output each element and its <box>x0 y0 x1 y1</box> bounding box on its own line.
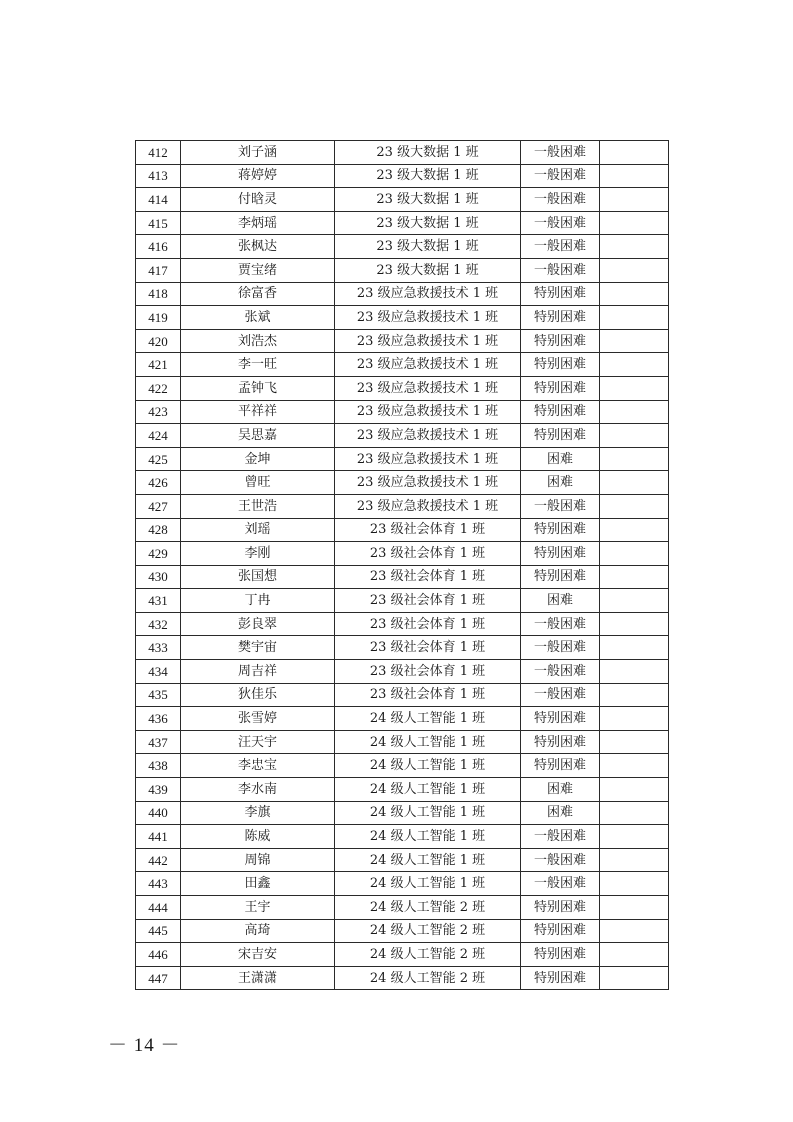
row-number-cell: 414 <box>136 188 181 212</box>
row-number-cell: 447 <box>136 966 181 990</box>
remarks-cell <box>600 164 669 188</box>
difficulty-level-cell: 一般困难 <box>521 683 600 707</box>
table-row <box>136 943 669 967</box>
row-number-cell: 436 <box>136 707 181 731</box>
table-row <box>136 707 669 731</box>
difficulty-level-cell: 特别困难 <box>521 306 600 330</box>
remarks-cell <box>600 778 669 802</box>
student-roster-table <box>135 140 669 990</box>
row-number-cell: 430 <box>136 565 181 589</box>
student-name-cell: 李忠宝 <box>181 754 335 778</box>
class-name-cell: 23 级社会体育 1 班 <box>335 612 521 636</box>
class-name-cell: 23 级应急救援技术 1 班 <box>335 447 521 471</box>
row-number-cell: 435 <box>136 683 181 707</box>
row-number-cell: 426 <box>136 471 181 495</box>
remarks-cell <box>600 825 669 849</box>
student-name-cell: 刘子涵 <box>181 141 335 165</box>
table-row <box>136 329 669 353</box>
row-number-cell: 412 <box>136 141 181 165</box>
table-row <box>136 211 669 235</box>
difficulty-level-cell: 特别困难 <box>521 282 600 306</box>
table-row <box>136 660 669 684</box>
remarks-cell <box>600 730 669 754</box>
row-number-cell: 422 <box>136 376 181 400</box>
class-name-cell: 23 级应急救援技术 1 班 <box>335 282 521 306</box>
difficulty-level-cell: 特别困难 <box>521 943 600 967</box>
class-name-cell: 24 级人工智能 1 班 <box>335 754 521 778</box>
class-name-cell: 24 级人工智能 1 班 <box>335 848 521 872</box>
class-name-cell: 23 级社会体育 1 班 <box>335 518 521 542</box>
table-row <box>136 919 669 943</box>
table-row <box>136 141 669 165</box>
student-name-cell: 王潇潇 <box>181 966 335 990</box>
remarks-cell <box>600 329 669 353</box>
table-row <box>136 730 669 754</box>
table-row <box>136 235 669 259</box>
student-name-cell: 李旗 <box>181 801 335 825</box>
class-name-cell: 24 级人工智能 1 班 <box>335 730 521 754</box>
student-name-cell: 孟钟飞 <box>181 376 335 400</box>
table-row <box>136 612 669 636</box>
student-name-cell: 周吉祥 <box>181 660 335 684</box>
table-row <box>136 494 669 518</box>
difficulty-level-cell: 一般困难 <box>521 164 600 188</box>
table-row <box>136 589 669 613</box>
difficulty-level-cell: 特别困难 <box>521 518 600 542</box>
table-row <box>136 376 669 400</box>
class-name-cell: 24 级人工智能 1 班 <box>335 707 521 731</box>
class-name-cell: 23 级社会体育 1 班 <box>335 565 521 589</box>
class-name-cell: 24 级人工智能 2 班 <box>335 966 521 990</box>
difficulty-level-cell: 特别困难 <box>521 353 600 377</box>
difficulty-level-cell: 困难 <box>521 778 600 802</box>
table-row <box>136 683 669 707</box>
table-row <box>136 353 669 377</box>
student-name-cell: 吴思嘉 <box>181 424 335 448</box>
student-name-cell: 宋吉安 <box>181 943 335 967</box>
difficulty-level-cell: 特别困难 <box>521 329 600 353</box>
table-row <box>136 848 669 872</box>
remarks-cell <box>600 660 669 684</box>
remarks-cell <box>600 636 669 660</box>
row-number-cell: 444 <box>136 896 181 920</box>
class-name-cell: 23 级社会体育 1 班 <box>335 589 521 613</box>
row-number-cell: 418 <box>136 282 181 306</box>
student-name-cell: 张雪婷 <box>181 707 335 731</box>
class-name-cell: 23 级应急救援技术 1 班 <box>335 424 521 448</box>
remarks-cell <box>600 400 669 424</box>
class-name-cell: 23 级大数据 1 班 <box>335 211 521 235</box>
student-name-cell: 丁冉 <box>181 589 335 613</box>
difficulty-level-cell: 一般困难 <box>521 848 600 872</box>
class-name-cell: 23 级大数据 1 班 <box>335 164 521 188</box>
row-number-cell: 415 <box>136 211 181 235</box>
remarks-cell <box>600 589 669 613</box>
row-number-cell: 423 <box>136 400 181 424</box>
row-number-cell: 428 <box>136 518 181 542</box>
table-row <box>136 966 669 990</box>
table-row <box>136 306 669 330</box>
remarks-cell <box>600 943 669 967</box>
table-row <box>136 636 669 660</box>
difficulty-level-cell: 特别困难 <box>521 896 600 920</box>
table-row <box>136 518 669 542</box>
difficulty-level-cell: 特别困难 <box>521 542 600 566</box>
remarks-cell <box>600 565 669 589</box>
remarks-cell <box>600 353 669 377</box>
difficulty-level-cell: 一般困难 <box>521 636 600 660</box>
row-number-cell: 437 <box>136 730 181 754</box>
class-name-cell: 24 级人工智能 1 班 <box>335 801 521 825</box>
remarks-cell <box>600 518 669 542</box>
class-name-cell: 23 级大数据 1 班 <box>335 188 521 212</box>
table-row <box>136 424 669 448</box>
class-name-cell: 23 级社会体育 1 班 <box>335 660 521 684</box>
row-number-cell: 442 <box>136 848 181 872</box>
student-name-cell: 李炳瑶 <box>181 211 335 235</box>
difficulty-level-cell: 一般困难 <box>521 211 600 235</box>
student-name-cell: 张枫达 <box>181 235 335 259</box>
remarks-cell <box>600 872 669 896</box>
class-name-cell: 23 级应急救援技术 1 班 <box>335 306 521 330</box>
difficulty-level-cell: 一般困难 <box>521 612 600 636</box>
student-name-cell: 徐富香 <box>181 282 335 306</box>
table-row <box>136 188 669 212</box>
class-name-cell: 23 级应急救援技术 1 班 <box>335 471 521 495</box>
table-row <box>136 778 669 802</box>
difficulty-level-cell: 特别困难 <box>521 707 600 731</box>
student-name-cell: 狄佳乐 <box>181 683 335 707</box>
difficulty-level-cell: 特别困难 <box>521 919 600 943</box>
row-number-cell: 440 <box>136 801 181 825</box>
class-name-cell: 23 级大数据 1 班 <box>335 258 521 282</box>
student-name-cell: 蒋婷婷 <box>181 164 335 188</box>
class-name-cell: 23 级应急救援技术 1 班 <box>335 353 521 377</box>
class-name-cell: 24 级人工智能 2 班 <box>335 919 521 943</box>
difficulty-level-cell: 困难 <box>521 447 600 471</box>
student-name-cell: 田鑫 <box>181 872 335 896</box>
row-number-cell: 419 <box>136 306 181 330</box>
remarks-cell <box>600 754 669 778</box>
remarks-cell <box>600 896 669 920</box>
student-name-cell: 汪天宇 <box>181 730 335 754</box>
table-row <box>136 872 669 896</box>
row-number-cell: 429 <box>136 542 181 566</box>
student-name-cell: 彭良翠 <box>181 612 335 636</box>
difficulty-level-cell: 一般困难 <box>521 235 600 259</box>
class-name-cell: 23 级社会体育 1 班 <box>335 683 521 707</box>
table-row <box>136 400 669 424</box>
row-number-cell: 427 <box>136 494 181 518</box>
class-name-cell: 23 级应急救援技术 1 班 <box>335 376 521 400</box>
difficulty-level-cell: 特别困难 <box>521 400 600 424</box>
class-name-cell: 23 级大数据 1 班 <box>335 235 521 259</box>
table-row <box>136 801 669 825</box>
row-number-cell: 445 <box>136 919 181 943</box>
difficulty-level-cell: 特别困难 <box>521 730 600 754</box>
difficulty-level-cell: 一般困难 <box>521 660 600 684</box>
table-row <box>136 447 669 471</box>
remarks-cell <box>600 306 669 330</box>
remarks-cell <box>600 494 669 518</box>
student-name-cell: 周锦 <box>181 848 335 872</box>
remarks-cell <box>600 376 669 400</box>
difficulty-level-cell: 一般困难 <box>521 141 600 165</box>
class-name-cell: 23 级应急救援技术 1 班 <box>335 400 521 424</box>
remarks-cell <box>600 683 669 707</box>
table-row <box>136 565 669 589</box>
remarks-cell <box>600 919 669 943</box>
row-number-cell: 432 <box>136 612 181 636</box>
difficulty-level-cell: 特别困难 <box>521 424 600 448</box>
class-name-cell: 23 级应急救援技术 1 班 <box>335 329 521 353</box>
student-name-cell: 王世浩 <box>181 494 335 518</box>
student-name-cell: 高琦 <box>181 919 335 943</box>
table-row <box>136 258 669 282</box>
remarks-cell <box>600 211 669 235</box>
remarks-cell <box>600 188 669 212</box>
row-number-cell: 438 <box>136 754 181 778</box>
row-number-cell: 434 <box>136 660 181 684</box>
row-number-cell: 416 <box>136 235 181 259</box>
remarks-cell <box>600 966 669 990</box>
remarks-cell <box>600 801 669 825</box>
row-number-cell: 443 <box>136 872 181 896</box>
class-name-cell: 24 级人工智能 2 班 <box>335 896 521 920</box>
student-name-cell: 王宇 <box>181 896 335 920</box>
difficulty-level-cell: 一般困难 <box>521 494 600 518</box>
remarks-cell <box>600 447 669 471</box>
row-number-cell: 425 <box>136 447 181 471</box>
student-name-cell: 刘瑶 <box>181 518 335 542</box>
row-number-cell: 446 <box>136 943 181 967</box>
class-name-cell: 24 级人工智能 1 班 <box>335 778 521 802</box>
difficulty-level-cell: 一般困难 <box>521 872 600 896</box>
class-name-cell: 23 级社会体育 1 班 <box>335 542 521 566</box>
row-number-cell: 424 <box>136 424 181 448</box>
remarks-cell <box>600 848 669 872</box>
remarks-cell <box>600 235 669 259</box>
table-row <box>136 471 669 495</box>
student-name-cell: 刘浩杰 <box>181 329 335 353</box>
remarks-cell <box>600 141 669 165</box>
difficulty-level-cell: 一般困难 <box>521 188 600 212</box>
table-row <box>136 825 669 849</box>
student-name-cell: 李一旺 <box>181 353 335 377</box>
class-name-cell: 24 级人工智能 2 班 <box>335 943 521 967</box>
student-name-cell: 陈威 <box>181 825 335 849</box>
difficulty-level-cell: 特别困难 <box>521 565 600 589</box>
class-name-cell: 24 级人工智能 1 班 <box>335 825 521 849</box>
difficulty-level-cell: 特别困难 <box>521 966 600 990</box>
student-name-cell: 贾宝绪 <box>181 258 335 282</box>
student-name-cell: 曾旺 <box>181 471 335 495</box>
difficulty-level-cell: 困难 <box>521 471 600 495</box>
student-name-cell: 李水南 <box>181 778 335 802</box>
remarks-cell <box>600 612 669 636</box>
difficulty-level-cell: 一般困难 <box>521 258 600 282</box>
class-name-cell: 24 级人工智能 1 班 <box>335 872 521 896</box>
roster-table-body <box>136 141 669 990</box>
row-number-cell: 417 <box>136 258 181 282</box>
table-row <box>136 896 669 920</box>
remarks-cell <box>600 424 669 448</box>
student-name-cell: 平祥祥 <box>181 400 335 424</box>
class-name-cell: 23 级社会体育 1 班 <box>335 636 521 660</box>
row-number-cell: 431 <box>136 589 181 613</box>
remarks-cell <box>600 542 669 566</box>
difficulty-level-cell: 一般困难 <box>521 825 600 849</box>
difficulty-level-cell: 困难 <box>521 801 600 825</box>
table-row <box>136 164 669 188</box>
difficulty-level-cell: 困难 <box>521 589 600 613</box>
student-name-cell: 张斌 <box>181 306 335 330</box>
difficulty-level-cell: 特别困难 <box>521 754 600 778</box>
row-number-cell: 439 <box>136 778 181 802</box>
page-number: － 14 － <box>108 1035 181 1056</box>
row-number-cell: 420 <box>136 329 181 353</box>
row-number-cell: 421 <box>136 353 181 377</box>
row-number-cell: 441 <box>136 825 181 849</box>
difficulty-level-cell: 特别困难 <box>521 376 600 400</box>
row-number-cell: 413 <box>136 164 181 188</box>
row-number-cell: 433 <box>136 636 181 660</box>
student-name-cell: 金坤 <box>181 447 335 471</box>
table-row <box>136 754 669 778</box>
student-name-cell: 张国想 <box>181 565 335 589</box>
student-name-cell: 付晗灵 <box>181 188 335 212</box>
student-name-cell: 李刚 <box>181 542 335 566</box>
remarks-cell <box>600 707 669 731</box>
remarks-cell <box>600 258 669 282</box>
class-name-cell: 23 级应急救援技术 1 班 <box>335 494 521 518</box>
remarks-cell <box>600 282 669 306</box>
table-row <box>136 542 669 566</box>
table-row <box>136 282 669 306</box>
remarks-cell <box>600 471 669 495</box>
class-name-cell: 23 级大数据 1 班 <box>335 141 521 165</box>
student-name-cell: 樊宇宙 <box>181 636 335 660</box>
